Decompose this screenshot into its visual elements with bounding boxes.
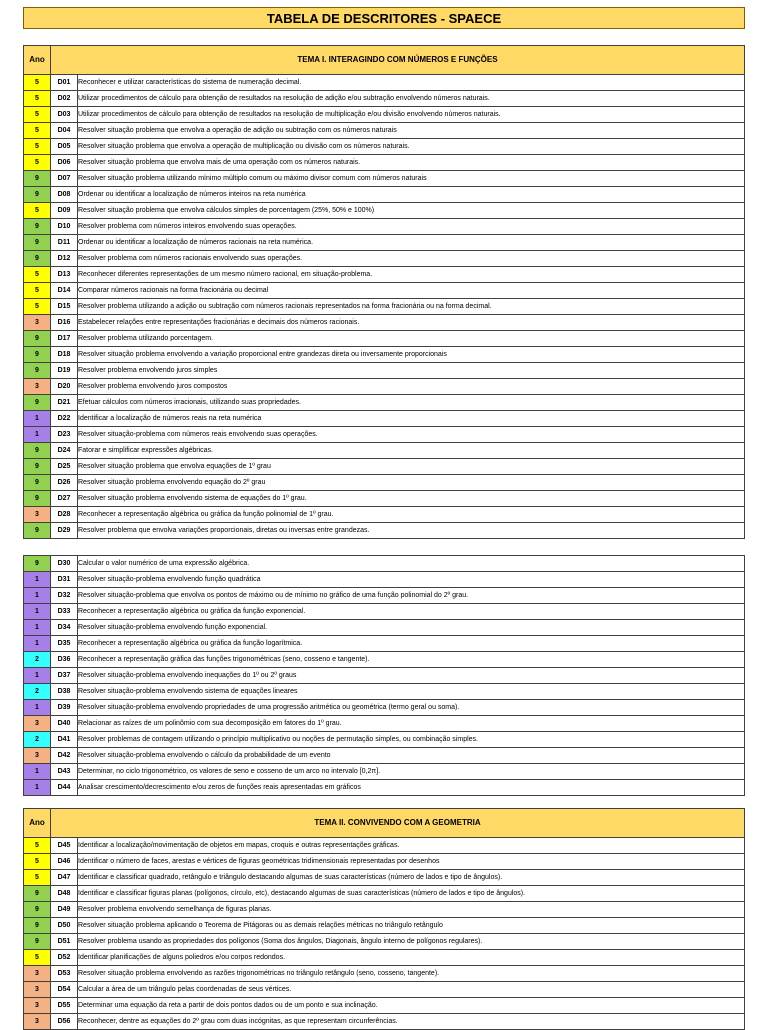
ano-cell: 9 — [24, 395, 51, 411]
descriptor-text: Reconhecer e utilizar características do sistema de numeração decimal. — [78, 75, 745, 91]
descriptor-code: D42 — [51, 748, 78, 764]
descriptor-code: D21 — [51, 395, 78, 411]
descriptor-text: Reconhecer diferentes representações de um mesmo número racional, em situação-problema. — [78, 267, 745, 283]
table-row — [24, 588, 745, 604]
descriptor-text: Calcular o valor numérico de uma expressão algébrica. — [78, 556, 745, 572]
descriptor-text: Resolver problema envolvendo juros simples — [78, 363, 745, 379]
ano-cell: 9 — [24, 171, 51, 187]
descriptor-code: D28 — [51, 507, 78, 523]
ano-cell: 1 — [24, 604, 51, 620]
table-row — [24, 700, 745, 716]
ano-cell: 9 — [24, 331, 51, 347]
descriptor-code: D07 — [51, 171, 78, 187]
descriptor-code: D24 — [51, 443, 78, 459]
table-row — [24, 716, 745, 732]
descriptor-code: D02 — [51, 91, 78, 107]
descriptor-code: D26 — [51, 475, 78, 491]
ano-cell: 5 — [24, 139, 51, 155]
descriptor-code: D40 — [51, 716, 78, 732]
ano-cell: 9 — [24, 491, 51, 507]
table-row — [24, 107, 745, 123]
table-row — [24, 347, 745, 363]
table-row — [24, 684, 745, 700]
descriptor-code: D09 — [51, 203, 78, 219]
descriptor-table-tema-1-continued — [23, 555, 745, 796]
ano-cell: 3 — [24, 315, 51, 331]
table-row — [24, 395, 745, 411]
descriptor-text: Fatorar e simplificar expressões algébricas. — [78, 443, 745, 459]
descriptor-text: Resolver problema envolvendo semelhança de figuras planas. — [78, 902, 745, 918]
descriptor-code: D47 — [51, 870, 78, 886]
table-row — [24, 187, 745, 203]
ano-cell: 5 — [24, 203, 51, 219]
descriptor-text: Resolver situação-problema envolvendo propriedades de uma progressão aritmética ou geométrica (termo geral ou soma). — [78, 700, 745, 716]
descriptor-code: D39 — [51, 700, 78, 716]
page-title: TABELA DE DESCRITORES - SPAECE — [23, 7, 745, 29]
descriptor-text: Resolver situação problema aplicando o Teorema de Pitágoras ou as demais relações métricas no triângulo retângulo — [78, 918, 745, 934]
table-row — [24, 251, 745, 267]
ano-cell: 9 — [24, 459, 51, 475]
descriptor-text: Resolver situação problema envolvendo sistema de equações do 1º grau. — [78, 491, 745, 507]
ano-cell: 5 — [24, 950, 51, 966]
ano-cell: 3 — [24, 1014, 51, 1030]
descriptor-text: Resolver problema utilizando a adição ou subtração com números racionais representados na forma fracionária ou na forma decimal. — [78, 299, 745, 315]
descriptor-text: Resolver situação-problema com números reais envolvendo suas operações. — [78, 427, 745, 443]
descriptor-code: D51 — [51, 934, 78, 950]
descriptor-text: Relacionar as raízes de um polinômio com sua decomposição em fatores do 1º grau. — [78, 716, 745, 732]
table-row — [24, 427, 745, 443]
table-row — [24, 668, 745, 684]
descriptor-code: D35 — [51, 636, 78, 652]
tema-header: TEMA II. CONVIVENDO COM A GEOMETRIA — [51, 809, 745, 838]
ano-cell: 9 — [24, 251, 51, 267]
descriptor-table-tema-2 — [23, 808, 745, 1030]
table-row — [24, 491, 745, 507]
descriptor-code: D06 — [51, 155, 78, 171]
table-row — [24, 1014, 745, 1030]
table-row — [24, 363, 745, 379]
ano-column-header: Ano — [24, 46, 51, 75]
ano-cell: 1 — [24, 427, 51, 443]
table-row — [24, 75, 745, 91]
descriptor-text: Utilizar procedimentos de cálculo para obtenção de resultados na resolução de adição e/ou subtração envolvendo números naturais. — [78, 91, 745, 107]
descriptor-code: D22 — [51, 411, 78, 427]
descriptor-text: Resolver situação-problema envolvendo função quadrática — [78, 572, 745, 588]
ano-cell: 9 — [24, 523, 51, 539]
table-header-row — [24, 46, 745, 75]
ano-cell: 3 — [24, 982, 51, 998]
descriptor-code: D44 — [51, 780, 78, 796]
ano-cell: 9 — [24, 187, 51, 203]
descriptor-code: D18 — [51, 347, 78, 363]
descriptor-code: D34 — [51, 620, 78, 636]
ano-cell: 5 — [24, 267, 51, 283]
descriptor-code: D49 — [51, 902, 78, 918]
table-row — [24, 780, 745, 796]
descriptor-text: Utilizar procedimentos de cálculo para obtenção de resultados na resolução de multiplicação e/ou divisão envolvendo números naturais. — [78, 107, 745, 123]
descriptor-text: Resolver situação problema envolvendo as razões trigonométricas no triângulo retângulo (seno, cosseno, tangente). — [78, 966, 745, 982]
ano-cell: 9 — [24, 556, 51, 572]
descriptor-text: Reconhecer a representação algébrica ou gráfica da função logarítmica. — [78, 636, 745, 652]
table-row — [24, 507, 745, 523]
descriptor-code: D52 — [51, 950, 78, 966]
descriptor-text: Resolver situação problema que envolva equações de 1º grau — [78, 459, 745, 475]
descriptor-code: D23 — [51, 427, 78, 443]
descriptor-text: Resolver situação-problema envolvendo o cálculo da probabilidade de um evento — [78, 748, 745, 764]
table-row — [24, 748, 745, 764]
descriptor-code: D46 — [51, 854, 78, 870]
ano-cell: 1 — [24, 588, 51, 604]
descriptor-code: D36 — [51, 652, 78, 668]
ano-cell: 3 — [24, 748, 51, 764]
ano-cell: 9 — [24, 918, 51, 934]
table-row — [24, 604, 745, 620]
table-row — [24, 91, 745, 107]
table-row — [24, 267, 745, 283]
descriptor-text: Reconhecer a representação algébrica ou gráfica da função exponencial. — [78, 604, 745, 620]
table-row — [24, 155, 745, 171]
table-row — [24, 764, 745, 780]
table-row — [24, 475, 745, 491]
descriptor-code: D10 — [51, 219, 78, 235]
descriptor-text: Resolver situação-problema que envolva os pontos de máximo ou de mínimo no gráfico de uma função polinomial do 2º grau. — [78, 588, 745, 604]
descriptor-code: D01 — [51, 75, 78, 91]
descriptor-code: D04 — [51, 123, 78, 139]
ano-cell: 5 — [24, 107, 51, 123]
ano-column-header: Ano — [24, 809, 51, 838]
descriptor-code: D16 — [51, 315, 78, 331]
table-row — [24, 838, 745, 854]
descriptor-code: D15 — [51, 299, 78, 315]
ano-cell: 1 — [24, 764, 51, 780]
descriptor-text: Resolver situação problema que envolva mais de uma operação com os números naturais. — [78, 155, 745, 171]
descriptor-text: Identificar a localização de números reais na reta numérica — [78, 411, 745, 427]
descriptor-text: Ordenar ou identificar a localização de números inteiros na reta numérica — [78, 187, 745, 203]
descriptor-text: Estabelecer relações entre representações fracionárias e decimais dos números racionais. — [78, 315, 745, 331]
descriptor-code: D45 — [51, 838, 78, 854]
descriptor-text: Resolver problema utilizando porcentagem. — [78, 331, 745, 347]
descriptor-code: D20 — [51, 379, 78, 395]
table-row — [24, 459, 745, 475]
descriptor-text: Resolver situação problema envolvendo equação do 2º grau — [78, 475, 745, 491]
ano-cell: 1 — [24, 780, 51, 796]
descriptor-text: Comparar números racionais na forma fracionária ou decimal — [78, 283, 745, 299]
descriptor-text: Reconhecer a representação algébrica ou gráfica da função polinomial de 1º grau. — [78, 507, 745, 523]
ano-cell: 5 — [24, 299, 51, 315]
descriptor-code: D50 — [51, 918, 78, 934]
descriptor-code: D31 — [51, 572, 78, 588]
table-row — [24, 235, 745, 251]
descriptor-text: Efetuar cálculos com números irracionais, utilizando suas propriedades. — [78, 395, 745, 411]
table-row — [24, 315, 745, 331]
descriptor-code: D55 — [51, 998, 78, 1014]
descriptor-code: D19 — [51, 363, 78, 379]
descriptor-text: Determinar, no ciclo trigonométrico, os valores de seno e cosseno de um arco no intervalo [0,2π]. — [78, 764, 745, 780]
descriptor-code: D03 — [51, 107, 78, 123]
descriptor-text: Determinar uma equação da reta a partir de dois pontos dados ou de um ponto e sua inclinação. — [78, 998, 745, 1014]
ano-cell: 9 — [24, 902, 51, 918]
descriptor-code: D54 — [51, 982, 78, 998]
descriptor-text: Resolver problema com números racionais envolvendo suas operações. — [78, 251, 745, 267]
table-row — [24, 636, 745, 652]
descriptor-code: D14 — [51, 283, 78, 299]
ano-cell: 9 — [24, 443, 51, 459]
descriptor-code: D29 — [51, 523, 78, 539]
descriptor-code: D08 — [51, 187, 78, 203]
descriptor-code: D17 — [51, 331, 78, 347]
descriptor-text: Resolver problema envolvendo juros compostos — [78, 379, 745, 395]
ano-cell: 3 — [24, 379, 51, 395]
ano-cell: 1 — [24, 636, 51, 652]
ano-cell: 3 — [24, 507, 51, 523]
ano-cell: 1 — [24, 572, 51, 588]
table-row — [24, 854, 745, 870]
table-row — [24, 379, 745, 395]
descriptor-code: D56 — [51, 1014, 78, 1030]
descriptor-text: Identificar a localização/movimentação de objetos em mapas, croquis e outras representações gráficas. — [78, 838, 745, 854]
table-row — [24, 331, 745, 347]
ano-cell: 1 — [24, 700, 51, 716]
table-row — [24, 620, 745, 636]
table-row — [24, 299, 745, 315]
ano-cell: 5 — [24, 838, 51, 854]
table-row — [24, 886, 745, 902]
table-row — [24, 123, 745, 139]
descriptor-code: D53 — [51, 966, 78, 982]
ano-cell: 5 — [24, 75, 51, 91]
ano-cell: 9 — [24, 347, 51, 363]
descriptor-text: Reconhecer, dentre as equações do 2º grau com duas incógnitas, as que representam circunferências. — [78, 1014, 745, 1030]
table-row — [24, 966, 745, 982]
descriptor-code: D38 — [51, 684, 78, 700]
descriptor-text: Resolver situação problema utilizando mínimo múltiplo comum ou máximo divisor comum com números naturais — [78, 171, 745, 187]
table-row — [24, 732, 745, 748]
table-header-row — [24, 809, 745, 838]
ano-cell: 9 — [24, 235, 51, 251]
ano-cell: 5 — [24, 870, 51, 886]
descriptor-text: Resolver problema com números inteiros envolvendo suas operações. — [78, 219, 745, 235]
descriptor-text: Resolver situação problema que envolva a operação de multiplicação ou divisão com os números naturais. — [78, 139, 745, 155]
descriptor-code: D32 — [51, 588, 78, 604]
descriptor-text: Resolver situação problema que envolva cálculos simples de porcentagem (25%, 50% e 100%) — [78, 203, 745, 219]
descriptor-code: D27 — [51, 491, 78, 507]
descriptor-text: Resolver situação problema que envolva a operação de adição ou subtração com os números naturais — [78, 123, 745, 139]
table-row — [24, 902, 745, 918]
table-row — [24, 556, 745, 572]
ano-cell: 9 — [24, 886, 51, 902]
ano-cell: 3 — [24, 966, 51, 982]
ano-cell: 9 — [24, 219, 51, 235]
ano-cell: 5 — [24, 854, 51, 870]
descriptor-text: Identificar planificações de alguns poliedros e/ou corpos redondos. — [78, 950, 745, 966]
ano-cell: 3 — [24, 716, 51, 732]
descriptor-text: Resolver situação-problema envolvendo função exponencial. — [78, 620, 745, 636]
descriptor-code: D43 — [51, 764, 78, 780]
ano-cell: 1 — [24, 620, 51, 636]
descriptor-text: Calcular a área de um triângulo pelas coordenadas de seus vértices. — [78, 982, 745, 998]
ano-cell: 1 — [24, 668, 51, 684]
table-row — [24, 219, 745, 235]
table-row — [24, 283, 745, 299]
descriptor-text: Analisar crescimento/decrescimento e/ou zeros de funções reais apresentadas em gráficos — [78, 780, 745, 796]
table-row — [24, 203, 745, 219]
descriptor-text: Ordenar ou identificar a localização de números racionais na reta numérica. — [78, 235, 745, 251]
ano-cell: 2 — [24, 732, 51, 748]
ano-cell: 9 — [24, 934, 51, 950]
descriptor-text: Identificar o número de faces, arestas e vértices de figuras geométricas tridimensionais representadas por desenhos — [78, 854, 745, 870]
table-row — [24, 139, 745, 155]
descriptor-table-tema-1 — [23, 45, 745, 539]
descriptor-text: Resolver problemas de contagem utilizando o princípio multiplicativo ou noções de permutação simples, ou combinação simples. — [78, 732, 745, 748]
descriptor-text: Resolver situação-problema envolvendo inequações do 1º ou 2º graus — [78, 668, 745, 684]
ano-cell: 5 — [24, 155, 51, 171]
descriptor-code: D25 — [51, 459, 78, 475]
table-row — [24, 982, 745, 998]
ano-cell: 2 — [24, 652, 51, 668]
ano-cell: 9 — [24, 475, 51, 491]
table-row — [24, 411, 745, 427]
ano-cell: 5 — [24, 283, 51, 299]
descriptor-code: D37 — [51, 668, 78, 684]
descriptor-text: Resolver problema usando as propriedades dos polígonos (Soma dos ângulos, Diagonais, ângulo interno de polígonos regulares). — [78, 934, 745, 950]
ano-cell: 3 — [24, 998, 51, 1014]
descriptor-code: D41 — [51, 732, 78, 748]
descriptor-text: Resolver problema que envolva variações proporcionais, diretas ou inversas entre grandezas. — [78, 523, 745, 539]
tema-header: TEMA I. INTERAGINDO COM NÚMEROS E FUNÇÕES — [51, 46, 745, 75]
table-row — [24, 870, 745, 886]
descriptor-text: Reconhecer a representação gráfica das funções trigonométricas (seno, cosseno e tangente). — [78, 652, 745, 668]
ano-cell: 2 — [24, 684, 51, 700]
descriptor-code: D13 — [51, 267, 78, 283]
descriptor-text: Identificar e classificar quadrado, retângulo e triângulo destacando algumas de suas características (número de lados e tipo de ângulos). — [78, 870, 745, 886]
descriptor-code: D05 — [51, 139, 78, 155]
descriptor-code: D12 — [51, 251, 78, 267]
table-row — [24, 652, 745, 668]
descriptor-text: Resolver situação-problema envolvendo sistema de equações lineares — [78, 684, 745, 700]
table-row — [24, 523, 745, 539]
table-row — [24, 443, 745, 459]
table-row — [24, 934, 745, 950]
descriptor-text: Resolver situação problema envolvendo a variação proporcional entre grandezas direta ou inversamente proporcionais — [78, 347, 745, 363]
descriptor-text: Identificar e classificar figuras planas (polígonos, círculo, etc), destacando algumas de suas características (número de lados e tipo de ângulos). — [78, 886, 745, 902]
table-row — [24, 950, 745, 966]
descriptor-code: D48 — [51, 886, 78, 902]
descriptor-code: D33 — [51, 604, 78, 620]
ano-cell: 1 — [24, 411, 51, 427]
table-row — [24, 918, 745, 934]
descriptor-code: D30 — [51, 556, 78, 572]
table-row — [24, 998, 745, 1014]
ano-cell: 9 — [24, 363, 51, 379]
ano-cell: 5 — [24, 123, 51, 139]
table-row — [24, 572, 745, 588]
table-row — [24, 171, 745, 187]
ano-cell: 5 — [24, 91, 51, 107]
descriptor-code: D11 — [51, 235, 78, 251]
